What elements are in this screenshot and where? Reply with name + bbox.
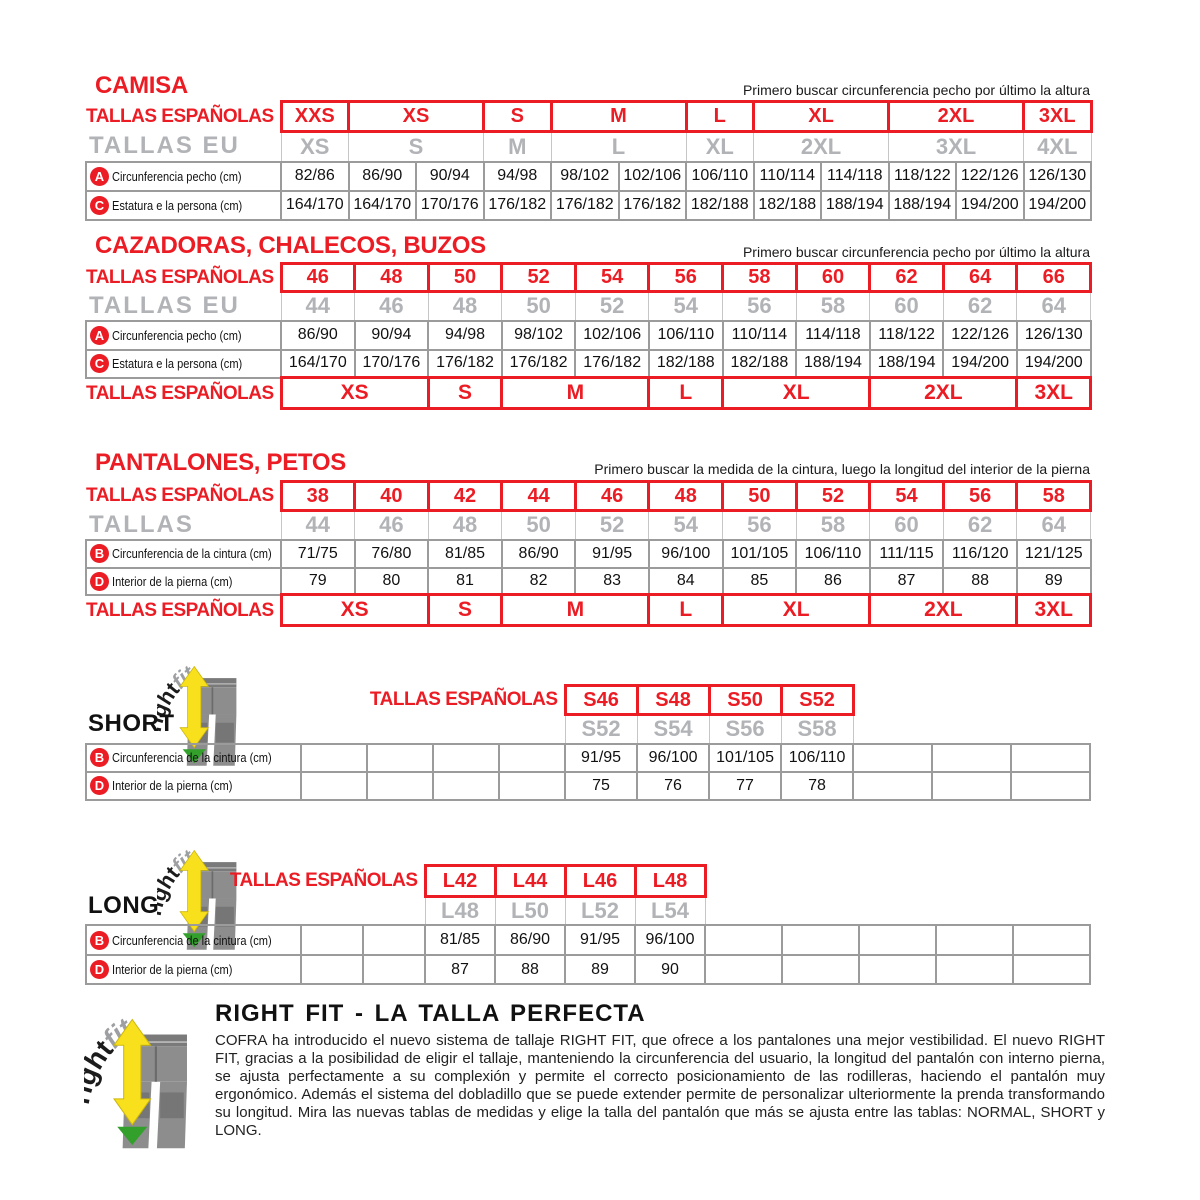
- measure-value-cell: 76/80: [355, 540, 429, 568]
- empty-cell: [86, 715, 565, 744]
- eu-size-cell: 50: [502, 511, 576, 540]
- eu-size-cell: 62: [943, 292, 1017, 321]
- size-cell: S46: [565, 686, 637, 715]
- size-cell: 54: [575, 264, 649, 292]
- size-cell: XS: [349, 102, 484, 132]
- rightfit-description: COFRA ha introducido el nuevo sistema de tallaje RIGHT FIT, que ofrece a los pantalones una mejor vestibilidad. El nuevo RIGHT FIT, gracias a la posibilidad de eligir el tallaje, manteniendo la circunferencia del usuario, la longitud del pantalón con interno pierna, se ajusta perfectamente a su complexión y permite el correcto posicionamiento de las rodilleras, haciendo el pantalón muy ergonómico. Además el sistema del dobladillo que se puede extender permite de personalizar ulteriormente la prenda transformando su longitud. Mira las nuevas tablas de medidas y elige la talla del pantalón que más se ajusta entre las tablas: NORMAL, SHORT y LONG.: [215, 1032, 1105, 1139]
- table-row: [86, 264, 1091, 292]
- measure-value-cell: 75: [565, 772, 637, 800]
- empty-cell: [782, 925, 859, 955]
- measure-letter-badge: A: [90, 167, 109, 186]
- eu-size-cell: 46: [355, 511, 429, 540]
- section-title-pantalones: PANTALONES, PETOS: [95, 449, 346, 476]
- eu-size-cell: 60: [870, 292, 944, 321]
- empty-cell: [499, 772, 565, 800]
- measure-letter-badge: B: [90, 748, 109, 767]
- measure-label-cell: [86, 191, 281, 220]
- size-cell: 50: [723, 482, 797, 511]
- measure-label-cell: [86, 321, 281, 350]
- eu-size-cell: S54: [637, 715, 709, 744]
- table-row: [86, 482, 1091, 511]
- measure-value-cell: 176/182: [484, 191, 552, 220]
- measure-value-cell: 90/94: [416, 162, 484, 191]
- measure-value-cell: 118/122: [889, 162, 957, 191]
- measure-value-cell: 121/125: [1017, 540, 1091, 568]
- eu-size-cell: L52: [565, 897, 635, 926]
- measure-label: Interior de la pierna (cm): [112, 778, 233, 793]
- eu-size-cell: 3XL: [889, 132, 1024, 162]
- eu-size-cell: 54: [649, 292, 723, 321]
- measure-value-cell: 88: [943, 568, 1017, 595]
- es-sizes-label: TALLAS ESPAÑOLAS: [86, 382, 274, 404]
- eu-size-cell: S58: [781, 715, 853, 744]
- rightfit-logo: [84, 998, 202, 1159]
- empty-cell: [859, 955, 936, 984]
- eu-size-cell: 44: [281, 292, 355, 321]
- measure-value-cell: 85: [723, 568, 797, 595]
- size-cell: XL: [723, 595, 870, 626]
- long-heading: LONG: [88, 892, 160, 919]
- empty-cell: [1013, 925, 1090, 955]
- size-cell: 3XL: [1024, 102, 1092, 132]
- size-cell: 48: [355, 264, 429, 292]
- empty-cell: [301, 925, 363, 955]
- size-cell: 2XL: [889, 102, 1024, 132]
- size-cell: 3XL: [1017, 378, 1091, 409]
- measure-value-cell: 82/86: [281, 162, 349, 191]
- measure-label-cell: [86, 955, 301, 984]
- measure-label: Circunferencia pecho (cm): [112, 168, 242, 184]
- empty-cell: [705, 897, 1090, 926]
- size-cell: L: [686, 102, 754, 132]
- measure-value-cell: 122/126: [943, 321, 1017, 350]
- measure-label: Estatura e la persona (cm): [112, 356, 243, 371]
- measure-value-cell: 164/170: [349, 191, 417, 220]
- measure-value-cell: 106/110: [796, 540, 870, 568]
- table-row: [86, 686, 1090, 715]
- measure-value-cell: 110/114: [723, 321, 797, 350]
- measure-value-cell: 71/75: [281, 540, 355, 568]
- eu-size-cell: S56: [709, 715, 781, 744]
- measure-value-cell: 182/188: [649, 350, 723, 378]
- empty-cell: [932, 744, 1011, 772]
- size-cell: M: [502, 378, 649, 409]
- measure-label: Interior de la pierna (cm): [112, 573, 233, 589]
- measure-value-cell: 81: [428, 568, 502, 595]
- size-cell: 58: [723, 264, 797, 292]
- empty-cell: [363, 955, 425, 984]
- table-row: [86, 191, 1091, 220]
- measure-value-cell: 116/120: [943, 540, 1017, 568]
- measure-value-cell: 164/170: [281, 350, 355, 378]
- table-row: [86, 595, 1091, 626]
- size-cell: 42: [428, 482, 502, 511]
- measure-value-cell: 101/105: [723, 540, 797, 568]
- eu-size-cell: XL: [686, 132, 754, 162]
- measure-value-cell: 79: [281, 568, 355, 595]
- size-cell: L: [649, 595, 723, 626]
- table-row: [86, 866, 1090, 897]
- eu-size-cell: 64: [1017, 511, 1091, 540]
- measure-value-cell: 110/114: [754, 162, 822, 191]
- size-cell: L44: [495, 866, 565, 897]
- measure-label-cell: [86, 540, 281, 568]
- measure-value-cell: 170/176: [416, 191, 484, 220]
- measure-value-cell: 81/85: [428, 540, 502, 568]
- empty-cell: [932, 772, 1011, 800]
- long-table: [85, 864, 1091, 985]
- measure-value-cell: 188/194: [796, 350, 870, 378]
- size-cell: 60: [796, 264, 870, 292]
- empty-cell: [367, 772, 433, 800]
- eu-size-cell: 48: [428, 292, 502, 321]
- pantalones-table: [85, 480, 1092, 627]
- size-cell: L46: [565, 866, 635, 897]
- measure-label-cell: [86, 772, 301, 800]
- eu-size-cell: 50: [502, 292, 576, 321]
- table-row: [86, 511, 1091, 540]
- measure-label-cell: [86, 568, 281, 595]
- measure-label-cell: [86, 925, 301, 955]
- size-cell: S50: [709, 686, 781, 715]
- measure-value-cell: 188/194: [870, 350, 944, 378]
- size-cell: 38: [281, 482, 355, 511]
- size-cell: 56: [649, 264, 723, 292]
- size-cell: 58: [1017, 482, 1091, 511]
- es-sizes-label: TALLAS ESPAÑOLAS: [229, 870, 418, 891]
- eu-size-cell: 56: [723, 511, 797, 540]
- measure-letter-badge: B: [90, 931, 109, 950]
- empty-cell: [782, 955, 859, 984]
- measure-label-cell: [86, 744, 301, 772]
- measure-label-cell: [86, 350, 281, 378]
- table-row: [86, 321, 1091, 350]
- eu-size-cell: 60: [870, 511, 944, 540]
- short-heading: SHORT: [88, 710, 175, 737]
- empty-cell: [705, 955, 782, 984]
- measure-value-cell: 118/122: [870, 321, 944, 350]
- measure-value-cell: 194/200: [1017, 350, 1091, 378]
- measure-value-cell: 106/110: [686, 162, 754, 191]
- empty-cell: [301, 772, 367, 800]
- size-cell: 66: [1017, 264, 1091, 292]
- empty-cell: [301, 744, 367, 772]
- section-title-camisa: CAMISA: [95, 72, 188, 99]
- empty-cell: [433, 772, 499, 800]
- measure-label: Circunferencia de la cintura (cm): [112, 546, 272, 561]
- measure-label: Circunferencia de la cintura (cm): [112, 750, 272, 765]
- rightfit-title: RIGHT FIT - LA TALLA PERFECTA: [215, 1000, 646, 1027]
- eu-size-cell: 52: [575, 292, 649, 321]
- measure-value-cell: 188/194: [821, 191, 889, 220]
- table-row: [86, 955, 1090, 984]
- measure-value-cell: 87: [425, 955, 495, 984]
- measure-value-cell: 84: [649, 568, 723, 595]
- empty-cell: [1011, 772, 1090, 800]
- measure-value-cell: 91/95: [565, 744, 637, 772]
- empty-cell: [433, 744, 499, 772]
- table-row: [86, 925, 1090, 955]
- empty-cell: [705, 866, 1090, 897]
- measure-value-cell: 111/115: [870, 540, 944, 568]
- empty-cell: [301, 955, 363, 984]
- measure-letter-badge: C: [90, 196, 109, 215]
- measure-value-cell: 126/130: [1017, 321, 1091, 350]
- size-cell: 52: [502, 264, 576, 292]
- section-title-cazadoras: CAZADORAS, CHALECOS, BUZOS: [95, 232, 486, 259]
- table-row: [86, 102, 1091, 132]
- es-sizes-label: TALLAS ESPAÑOLAS: [86, 105, 274, 127]
- empty-cell: [853, 715, 1090, 744]
- measure-value-cell: 176/182: [575, 350, 649, 378]
- eu-size-cell: S52: [565, 715, 637, 744]
- size-cell: XXS: [281, 102, 349, 132]
- table-row: [86, 292, 1091, 321]
- measure-value-cell: 122/126: [956, 162, 1024, 191]
- eu-size-cell: L48: [425, 897, 495, 926]
- table-row: [86, 540, 1091, 568]
- measure-value-cell: 94/98: [428, 321, 502, 350]
- measure-value-cell: 90: [635, 955, 705, 984]
- measure-value-cell: 96/100: [637, 744, 709, 772]
- es-sizes-label: TALLAS ESPAÑOLAS: [86, 266, 274, 288]
- table-row: [86, 744, 1090, 772]
- measure-value-cell: 82: [502, 568, 576, 595]
- camisa-table: [85, 100, 1093, 221]
- eu-sizes-label: TALLAS EU: [89, 132, 240, 159]
- measure-value-cell: 188/194: [889, 191, 957, 220]
- empty-cell: [705, 925, 782, 955]
- measure-value-cell: 164/170: [281, 191, 349, 220]
- table-row: [86, 350, 1091, 378]
- size-cell: S52: [781, 686, 853, 715]
- size-cell: S: [484, 102, 552, 132]
- size-cell: XS: [281, 378, 428, 409]
- empty-cell: [859, 925, 936, 955]
- eu-size-cell: 58: [796, 292, 870, 321]
- eu-size-cell: 56: [723, 292, 797, 321]
- measure-value-cell: 176/182: [551, 191, 619, 220]
- measure-value-cell: 86/90: [349, 162, 417, 191]
- measure-value-cell: 194/200: [1024, 191, 1092, 220]
- measure-value-cell: 76: [637, 772, 709, 800]
- measure-value-cell: 81/85: [425, 925, 495, 955]
- empty-cell: [1011, 744, 1090, 772]
- table-row: [86, 715, 1090, 744]
- eu-sizes-label: TALLAS EU: [89, 291, 240, 319]
- size-cell: M: [551, 102, 686, 132]
- measure-letter-badge: B: [90, 544, 109, 563]
- measure-label: Circunferencia pecho (cm): [112, 327, 242, 343]
- empty-cell: [86, 897, 425, 926]
- pantalones-note: Primero buscar la medida de la cintura, luego la longitud del interior de la pierna: [594, 461, 1090, 477]
- size-cell: 40: [355, 482, 429, 511]
- measure-value-cell: 86/90: [281, 321, 355, 350]
- size-cell: L48: [635, 866, 705, 897]
- measure-value-cell: 182/188: [723, 350, 797, 378]
- size-cell: 54: [870, 482, 944, 511]
- empty-cell: [936, 925, 1013, 955]
- es-sizes-label: TALLAS ESPAÑOLAS: [369, 689, 558, 710]
- measure-value-cell: 77: [709, 772, 781, 800]
- size-cell: 2XL: [870, 595, 1017, 626]
- measure-value-cell: 126/130: [1024, 162, 1092, 191]
- measure-value-cell: 182/188: [754, 191, 822, 220]
- table-row: [86, 568, 1091, 595]
- eu-size-cell: L50: [495, 897, 565, 926]
- measure-value-cell: 89: [1017, 568, 1091, 595]
- measure-value-cell: 114/118: [796, 321, 870, 350]
- size-cell: S: [428, 595, 502, 626]
- size-cell: 46: [575, 482, 649, 511]
- measure-letter-badge: D: [90, 776, 109, 795]
- measure-value-cell: 86/90: [502, 540, 576, 568]
- size-cell: M: [502, 595, 649, 626]
- measure-value-cell: 90/94: [355, 321, 429, 350]
- empty-cell: [499, 744, 565, 772]
- es-sizes-label: TALLAS ESPAÑOLAS: [86, 485, 274, 506]
- measure-label: Circunferencia de la cintura (cm): [112, 932, 272, 948]
- size-cell: XL: [754, 102, 889, 132]
- size-cell: 2XL: [870, 378, 1017, 409]
- measure-value-cell: 194/200: [943, 350, 1017, 378]
- eu-size-cell: 2XL: [754, 132, 889, 162]
- measure-value-cell: 89: [565, 955, 635, 984]
- empty-cell: [853, 772, 932, 800]
- measure-value-cell: 106/110: [781, 744, 853, 772]
- measure-value-cell: 88: [495, 955, 565, 984]
- size-cell: 64: [943, 264, 1017, 292]
- measure-value-cell: 176/182: [619, 191, 687, 220]
- size-cell: XS: [281, 595, 428, 626]
- eu-size-cell: L: [551, 132, 686, 162]
- measure-value-cell: 101/105: [709, 744, 781, 772]
- empty-cell: [853, 744, 932, 772]
- measure-value-cell: 83: [575, 568, 649, 595]
- empty-cell: [367, 744, 433, 772]
- size-cell: S: [428, 378, 502, 409]
- measure-value-cell: 102/106: [575, 321, 649, 350]
- eu-size-cell: M: [484, 132, 552, 162]
- measure-letter-badge: A: [90, 326, 109, 345]
- measure-value-cell: 98/102: [502, 321, 576, 350]
- table-row: [86, 132, 1091, 162]
- size-cell: 3XL: [1017, 595, 1091, 626]
- measure-value-cell: 86: [796, 568, 870, 595]
- size-cell: S48: [637, 686, 709, 715]
- eu-size-cell: 46: [355, 292, 429, 321]
- measure-value-cell: 176/182: [428, 350, 502, 378]
- measure-value-cell: 80: [355, 568, 429, 595]
- measure-letter-badge: D: [90, 572, 109, 591]
- eu-size-cell: 58: [796, 511, 870, 540]
- table-row: [86, 772, 1090, 800]
- eu-size-cell: 54: [649, 511, 723, 540]
- eu-size-cell: L54: [635, 897, 705, 926]
- size-cell: 48: [649, 482, 723, 511]
- eu-size-cell: S: [349, 132, 484, 162]
- measure-value-cell: 86/90: [495, 925, 565, 955]
- camisa-note: Primero buscar circunferencia pecho por último la altura: [742, 82, 1090, 98]
- empty-cell: [363, 925, 425, 955]
- measure-value-cell: 91/95: [565, 925, 635, 955]
- size-cell: 56: [943, 482, 1017, 511]
- measure-value-cell: 87: [870, 568, 944, 595]
- cazadoras-table: [85, 262, 1092, 410]
- cazadoras-note: Primero buscar circunferencia pecho por último la altura: [742, 244, 1090, 260]
- table-row: [86, 378, 1091, 409]
- empty-cell: [1013, 955, 1090, 984]
- measure-value-cell: 96/100: [635, 925, 705, 955]
- size-cell: 44: [502, 482, 576, 511]
- measure-value-cell: 78: [781, 772, 853, 800]
- measure-value-cell: 98/102: [551, 162, 619, 191]
- eu-size-cell: 44: [281, 511, 355, 540]
- measure-label: Interior de la pierna (cm): [112, 962, 233, 977]
- size-cell: XL: [723, 378, 870, 409]
- measure-label-cell: [86, 162, 281, 191]
- size-cell: L: [649, 378, 723, 409]
- short-table: [85, 684, 1091, 801]
- measure-value-cell: 91/95: [575, 540, 649, 568]
- empty-cell: [936, 955, 1013, 984]
- table-row: [86, 897, 1090, 926]
- size-cell: 46: [281, 264, 355, 292]
- eu-size-cell: 62: [943, 511, 1017, 540]
- measure-value-cell: 114/118: [821, 162, 889, 191]
- empty-cell: [853, 686, 1090, 715]
- size-cell: 62: [870, 264, 944, 292]
- measure-value-cell: 170/176: [355, 350, 429, 378]
- eu-size-cell: 64: [1017, 292, 1091, 321]
- size-cell: L42: [425, 866, 495, 897]
- measure-value-cell: 176/182: [502, 350, 576, 378]
- measure-value-cell: 194/200: [956, 191, 1024, 220]
- size-cell: 50: [428, 264, 502, 292]
- measure-value-cell: 94/98: [484, 162, 552, 191]
- measure-letter-badge: C: [90, 354, 109, 373]
- eu-size-cell: 4XL: [1024, 132, 1092, 162]
- eu-sizes-label: TALLAS: [89, 510, 194, 538]
- measure-value-cell: 182/188: [686, 191, 754, 220]
- measure-value-cell: 106/110: [649, 321, 723, 350]
- es-sizes-label: TALLAS ESPAÑOLAS: [86, 599, 274, 621]
- table-row: [86, 162, 1091, 191]
- measure-value-cell: 96/100: [649, 540, 723, 568]
- measure-label: Estatura e la persona (cm): [112, 197, 243, 213]
- eu-size-cell: XS: [281, 132, 349, 162]
- measure-value-cell: 102/106: [619, 162, 687, 191]
- measure-letter-badge: D: [90, 960, 109, 979]
- eu-size-cell: 52: [575, 511, 649, 540]
- eu-size-cell: 48: [428, 511, 502, 540]
- size-cell: 52: [796, 482, 870, 511]
